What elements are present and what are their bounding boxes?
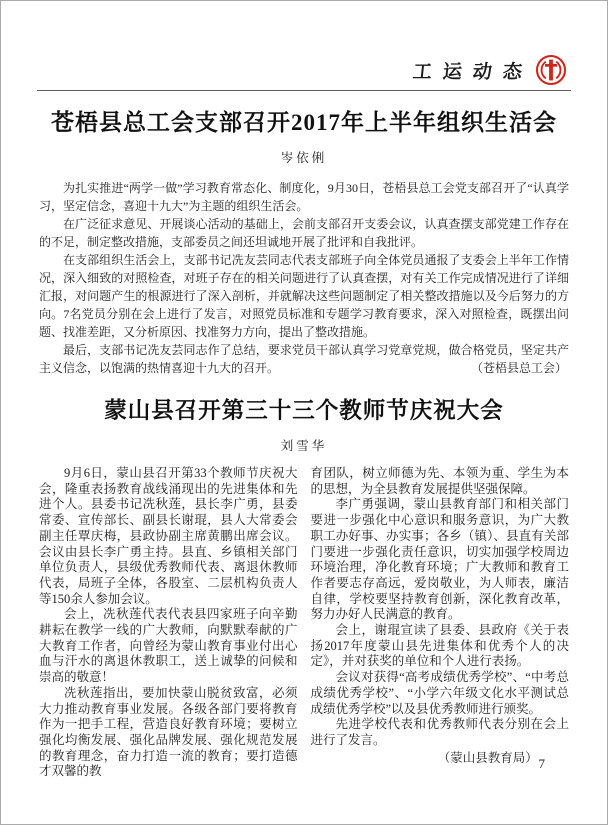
article-2-paragraph: 李广勇强调，蒙山县教育部门和相关部门要进一步强化中心意识和服务意识，为广大教职工办好事、办实事；各乡（镇）、县直有关部门要进一步强化责任意识，切实加强学校周边环境治理，净化教育环境；广大教师和教育工作者要志存高远，爱岗敬业，为人师表，廉洁自律，学校要坚持教育创新，深化教育改革，努力办好人民满意的教育。 xyxy=(310,497,569,622)
article-2-paragraph-continued: 育团队，树立师德为先、本领为重、学生为本的思想，为全县教育发展提供坚强保障。 xyxy=(310,466,569,496)
article-1-paragraph: 在支部组织生活会上，支部书记冼友芸同志代表支部班子向全体党员通报了支委会上半年工作情况，深入细致的对照检查，对班子存在的相关问题进行了认真查摆，对有关工作完成情况进行了详细汇报，对问题产生的根源进行了深入剖析，并就解决这些问题制定了相关整改措施以及今后努力的方向。7名党员分别在会上进行了发言，对照党员标准和专题学习教育要求，深入对照检查，既摆出问题、找准差距，又分析原因、找准努力方向，提出了整改措施。 xyxy=(39,253,569,339)
article-1-paragraph: 在广泛征求意见、开展谈心活动的基础上，会前支部召开支委会议，认真查摆支部党建工作存在的不足，制定整改措施，支部委员之间还坦诚地开展了批评和自我批评。 xyxy=(39,217,569,249)
page-header xyxy=(41,53,567,87)
article-2-column-left xyxy=(39,466,298,780)
masthead-title: 工运动态 xyxy=(411,61,534,83)
article-1-body xyxy=(39,179,569,377)
page-number: 7 xyxy=(538,756,545,771)
trade-union-logo-icon xyxy=(535,54,567,86)
article-2-title: 蒙山县召开第三十三个教师节庆祝大会 xyxy=(104,398,504,423)
article-2-column-right xyxy=(311,466,570,780)
article-2-body xyxy=(39,466,569,780)
article-1-paragraph: 为扎实推进“两学一做”学习教育常态化、制度化，9月30日，苍梧县总工会党支部召开了“认真学习，坚定信念，喜迎十九大”为主题的组织生活会。 xyxy=(39,181,569,213)
article-2-paragraph: 会上，谢琨宣读了县委、县政府《关于表扬2017年度蒙山县先进集体和优秀个人的决定》，并对获奖的单位和个人进行表扬。 xyxy=(310,623,569,669)
article-1-paragraph: 最后，支部书记冼友芸同志作了总结，要求党员干部认真学习党章党规，做合格党员，坚定共产主义信念，以饱满的热情喜迎十九大的召开。 xyxy=(39,343,569,375)
article-1-attribution: （苍梧县总工会） xyxy=(470,361,567,375)
article-1-title: 苍梧县总工会支部召开2017年上半年组织生活会 xyxy=(51,110,557,135)
article-2-author: 刘雪华 xyxy=(280,439,328,453)
article-2-attribution: （蒙山县教育局） xyxy=(437,750,538,765)
article-1-author: 岑依俐 xyxy=(280,151,328,165)
article-2-paragraph: 会议对获得“高考成绩优秀学校”、“中考总成绩优秀学校”、“小学六年级文化水平测试总成绩优秀学校”以及县优秀教师进行颁奖。 xyxy=(310,670,569,716)
header-divider xyxy=(37,90,571,91)
article-2-paragraph: 先进学校代表和优秀教师代表分别在会上进行了发言。 xyxy=(310,717,569,747)
article-2-paragraph: 9月6日，蒙山县召开第33个教师节庆祝大会，隆重表扬教育战线涌现出的先进集体和先进个人。县委书记冼秋莲，县长李广勇，县委常委、宣传部长、副县长谢琨，县人大常委会副主任覃庆梅，县政协副主席黄鹏出席会议。会议由县长李广勇主持。县直、乡镇相关部门单位负责人，县级优秀教师代表、离退休教师代表，局班子全体，各股室、二层机构负责人等150余人参加会议。 xyxy=(39,466,298,606)
article-2-paragraph: 冼秋莲指出，要加快蒙山脱贫致富，必须大力推动教育事业发展。各级各部门要将教育作为一把手工程，营造良好教育环境；要树立强化均衡发展、强化品牌发展、强化规范发展的教育理念，奋力打造一流的教育；要打造德才双馨的教 xyxy=(39,685,298,779)
article-2-paragraph: 会上，冼秋莲代表代表县四家班子向辛勤耕耘在教学一线的广大教师，向默默奉献的广大教育工作者，向曾经为蒙山教育事业付出心血与汗水的离退休教职工，送上诚挚的问候和崇高的敬意！ xyxy=(39,607,298,685)
